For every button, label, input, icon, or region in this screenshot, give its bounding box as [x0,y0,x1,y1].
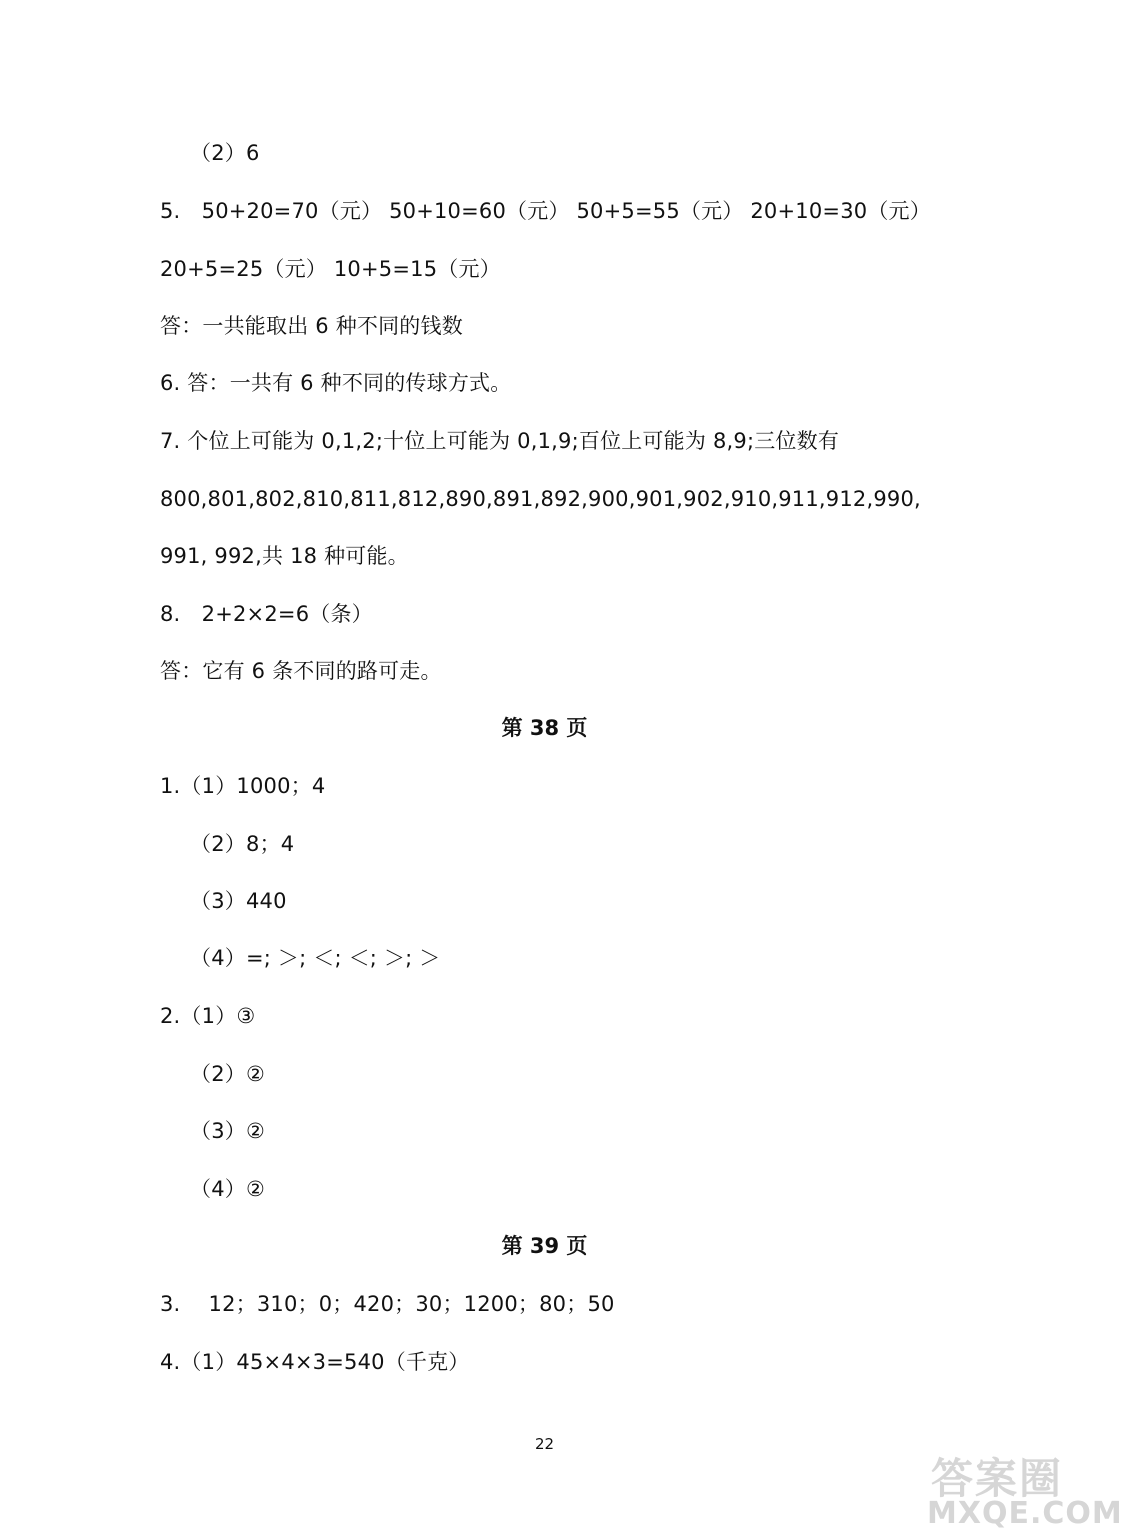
answer-line: （3）② [190,1119,265,1143]
answer-line: （2）8；4 [190,832,295,856]
answer-line: 答：一共能取出 6 种不同的钱数 [160,314,463,338]
answer-line: 8. 2+2×2=6（条） [160,602,373,626]
answer-line: 3. 12；310；0；420；30；1200；80；50 [160,1292,615,1316]
answer-line: 答：它有 6 条不同的路可走。 [160,659,442,683]
section-heading-page-39: 第 39 页 [501,1234,588,1258]
answer-line: （2）6 [190,141,260,165]
watermark-logo [923,1446,1123,1532]
answer-line: （4）=; ＞; ＜; ＜; ＞; ＞ [190,946,441,970]
watermark-title: 答案圈 [931,1454,1064,1503]
answer-line: 20+5=25（元） 10+5=15（元） [160,257,501,281]
answer-line: （2）② [190,1062,265,1086]
answer-line: 6. 答：一共有 6 种不同的传球方式。 [160,371,512,395]
answer-line: 5. 50+20=70（元） 50+10=60（元） 50+5=55（元） 20+10=30（元） [160,199,931,223]
section-heading-page-38: 第 38 页 [501,716,588,740]
answer-line: （3）440 [190,889,287,913]
answer-line: 800,801,802,810,811,812,890,891,892,900,901,902,910,911,912,990, [160,487,921,511]
answer-line: 4.（1）45×4×3=540（千克） [160,1350,470,1374]
answer-line: 2.（1）③ [160,1004,256,1028]
page-number: 22 [534,1435,555,1453]
answer-line: 991, 992,共 18 种可能。 [160,544,409,568]
answer-line: （4）② [190,1177,265,1201]
watermark-url: MXQE.COM [927,1496,1123,1531]
answer-line: 7. 个位上可能为 0,1,2;十位上可能为 0,1,9;百位上可能为 8,9;三位数有 [160,429,840,453]
answer-line: 1.（1）1000；4 [160,774,326,798]
